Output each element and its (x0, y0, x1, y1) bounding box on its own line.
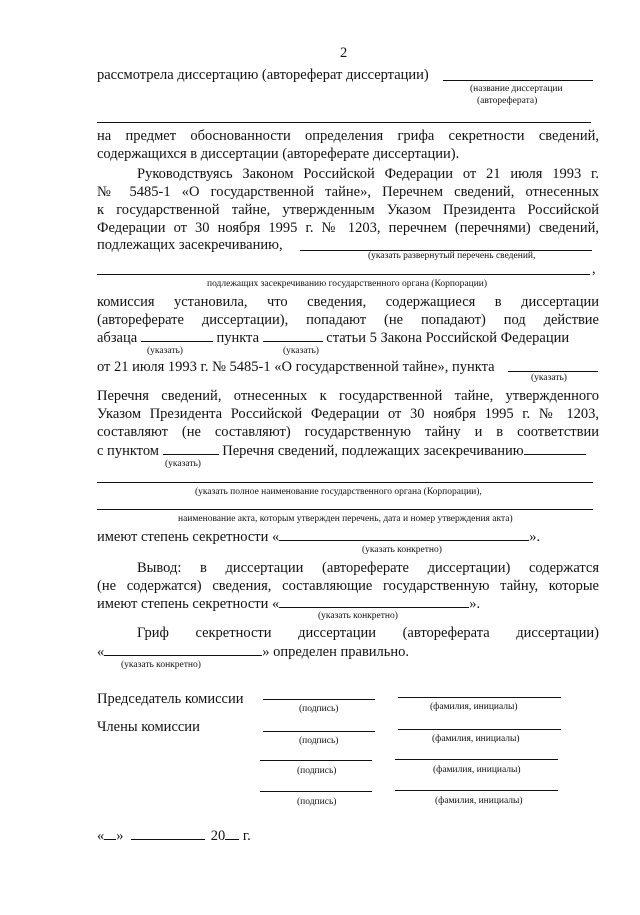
date-line: « » 20 г. (97, 828, 251, 844)
act-name-blank (97, 509, 593, 510)
commission-line-1: комиссия установила, что сведения, содержащиеся в диссертации (97, 294, 599, 310)
caption-name-initials: (фамилия, инициалы) (432, 734, 520, 744)
caption-expanded-list: (указать развернутый перечень сведений, (368, 251, 536, 261)
dissertation-line: рассмотрела диссертацию (автореферат диссертации) (97, 67, 429, 83)
member-2-signature-line (260, 760, 372, 761)
list-line-4 (97, 441, 586, 460)
caption-signature: (подпись) (299, 736, 339, 746)
degree-blank (279, 527, 529, 541)
grif-line-1: Гриф секретности диссертации (автореферата диссертации) (137, 625, 599, 641)
dissertation-name-blank-2 (97, 122, 591, 123)
expanded-list-blank-2 (97, 274, 590, 275)
caption-act-name: наименование акта, которым утвержден перечень, дата и номер утверждения акта) (178, 514, 513, 524)
conclusion-line-3: имеют степень секретности « ». (97, 596, 481, 612)
date-day-blank (104, 826, 116, 840)
conclusion-line-1: Вывод: в диссертации (автореферате диссертации) содержатся (137, 560, 599, 576)
article-label: статьи 5 Закона Российской Федерации (326, 330, 570, 346)
grif-blank (104, 642, 262, 656)
guided-line-3: к государственной тайне, утвержденным Указом Президента Российской (97, 202, 599, 218)
commission-line-3 (97, 328, 569, 347)
member-3-signature-line (260, 791, 372, 792)
item-blank (263, 328, 323, 342)
guided-line-1: Руководствуясь Законом Российской Федерации от 21 июля 1993 г. (137, 166, 599, 182)
caption-specify-paragraph: (указать) (147, 346, 183, 356)
degree-line: имеют степень секретности « ». (97, 529, 541, 545)
caption-specify-item-2: (указать) (531, 373, 567, 383)
list-subject-blank (524, 441, 586, 455)
caption-name-initials: (фамилия, инициалы) (435, 796, 523, 806)
caption-name-initials: (фамилия, инициалы) (433, 765, 521, 775)
dissertation-name-blank (443, 80, 593, 81)
caption-subject-to-classification: подлежащих засекречиванию государственного органа (Корпорации) (207, 279, 488, 289)
caption-dissertation-name: (название диссертации (470, 84, 563, 94)
chairman-signature-line (263, 699, 375, 700)
caption-specify-item-3: (указать) (165, 459, 201, 469)
with-item-blank (163, 441, 219, 455)
caption-signature: (подпись) (299, 704, 339, 714)
date-year-blank (225, 826, 239, 840)
member-3-name-line (395, 790, 558, 791)
commission-line-4: от 21 июля 1993 г. № 5485-1 «О государственной тайне», пункта (97, 359, 495, 375)
list-subject-label: Перечня сведений, подлежащих засекречиванию (222, 443, 524, 459)
guided-line-2: № 5485-1 «О государственной тайне», Перечнем сведений, отнесенных (97, 184, 599, 200)
item-label: пункта (216, 330, 260, 346)
conclusion-line-2: (не содержатся) сведения, составляющие государственную тайну, которые (97, 578, 599, 594)
caption-abstract: (автореферата) (477, 96, 538, 106)
member-1-signature-line (263, 731, 375, 732)
body-name-blank (97, 482, 593, 483)
member-2-name-line (395, 759, 558, 760)
chairman-label: Председатель комиссии (97, 691, 244, 707)
guided-line-4: Федерации от 30 ноября 1995 г. № 1203, перечнем (перечнями) сведений, (97, 220, 599, 236)
list-line-2: Указом Президента Российской Федерации от 30 ноября 1995 г. № 1203, (97, 406, 599, 422)
page-number: 2 (340, 45, 348, 61)
with-item-label: с пунктом (97, 443, 159, 459)
list-line-1: Перечня сведений, отнесенных к государственной тайне, утвержденного (97, 388, 599, 404)
comma: , (592, 261, 596, 277)
caption-signature: (подпись) (297, 766, 337, 776)
caption-signature: (подпись) (297, 797, 337, 807)
item-blank-2 (508, 371, 598, 372)
grif-line-2: « » определен правильно. (97, 644, 410, 660)
commission-line-2: (автореферате диссертации), попадают (не попадают) под действие (97, 312, 599, 328)
caption-full-name-body: (указать полное наименование государственного органа (Корпорации), (195, 487, 482, 497)
member-1-name-line (398, 729, 561, 730)
purpose-line-2: содержащихся в диссертации (автореферате диссертации). (97, 146, 460, 162)
list-line-3: составляют (не составляют) государственную тайну и в соответствии (97, 424, 599, 440)
caption-specify-exactly-2: (указать конкретно) (318, 611, 398, 621)
caption-specify-exactly-1: (указать конкретно) (362, 545, 442, 555)
caption-name-initials: (фамилия, инициалы) (430, 702, 518, 712)
date-month-blank (131, 826, 205, 840)
purpose-line-1: на предмет обоснованности определения грифа секретности сведений, (97, 128, 599, 144)
caption-specify-item: (указать) (283, 346, 319, 356)
chairman-name-line (398, 697, 561, 698)
guided-line-5: подлежащих засекречиванию, (97, 237, 283, 253)
members-label: Члены комиссии (97, 719, 200, 735)
caption-specify-exactly-3: (указать конкретно) (121, 660, 201, 670)
paragraph-label: абзаца (97, 330, 138, 346)
paragraph-blank (141, 328, 213, 342)
conclusion-degree-blank (279, 594, 469, 608)
